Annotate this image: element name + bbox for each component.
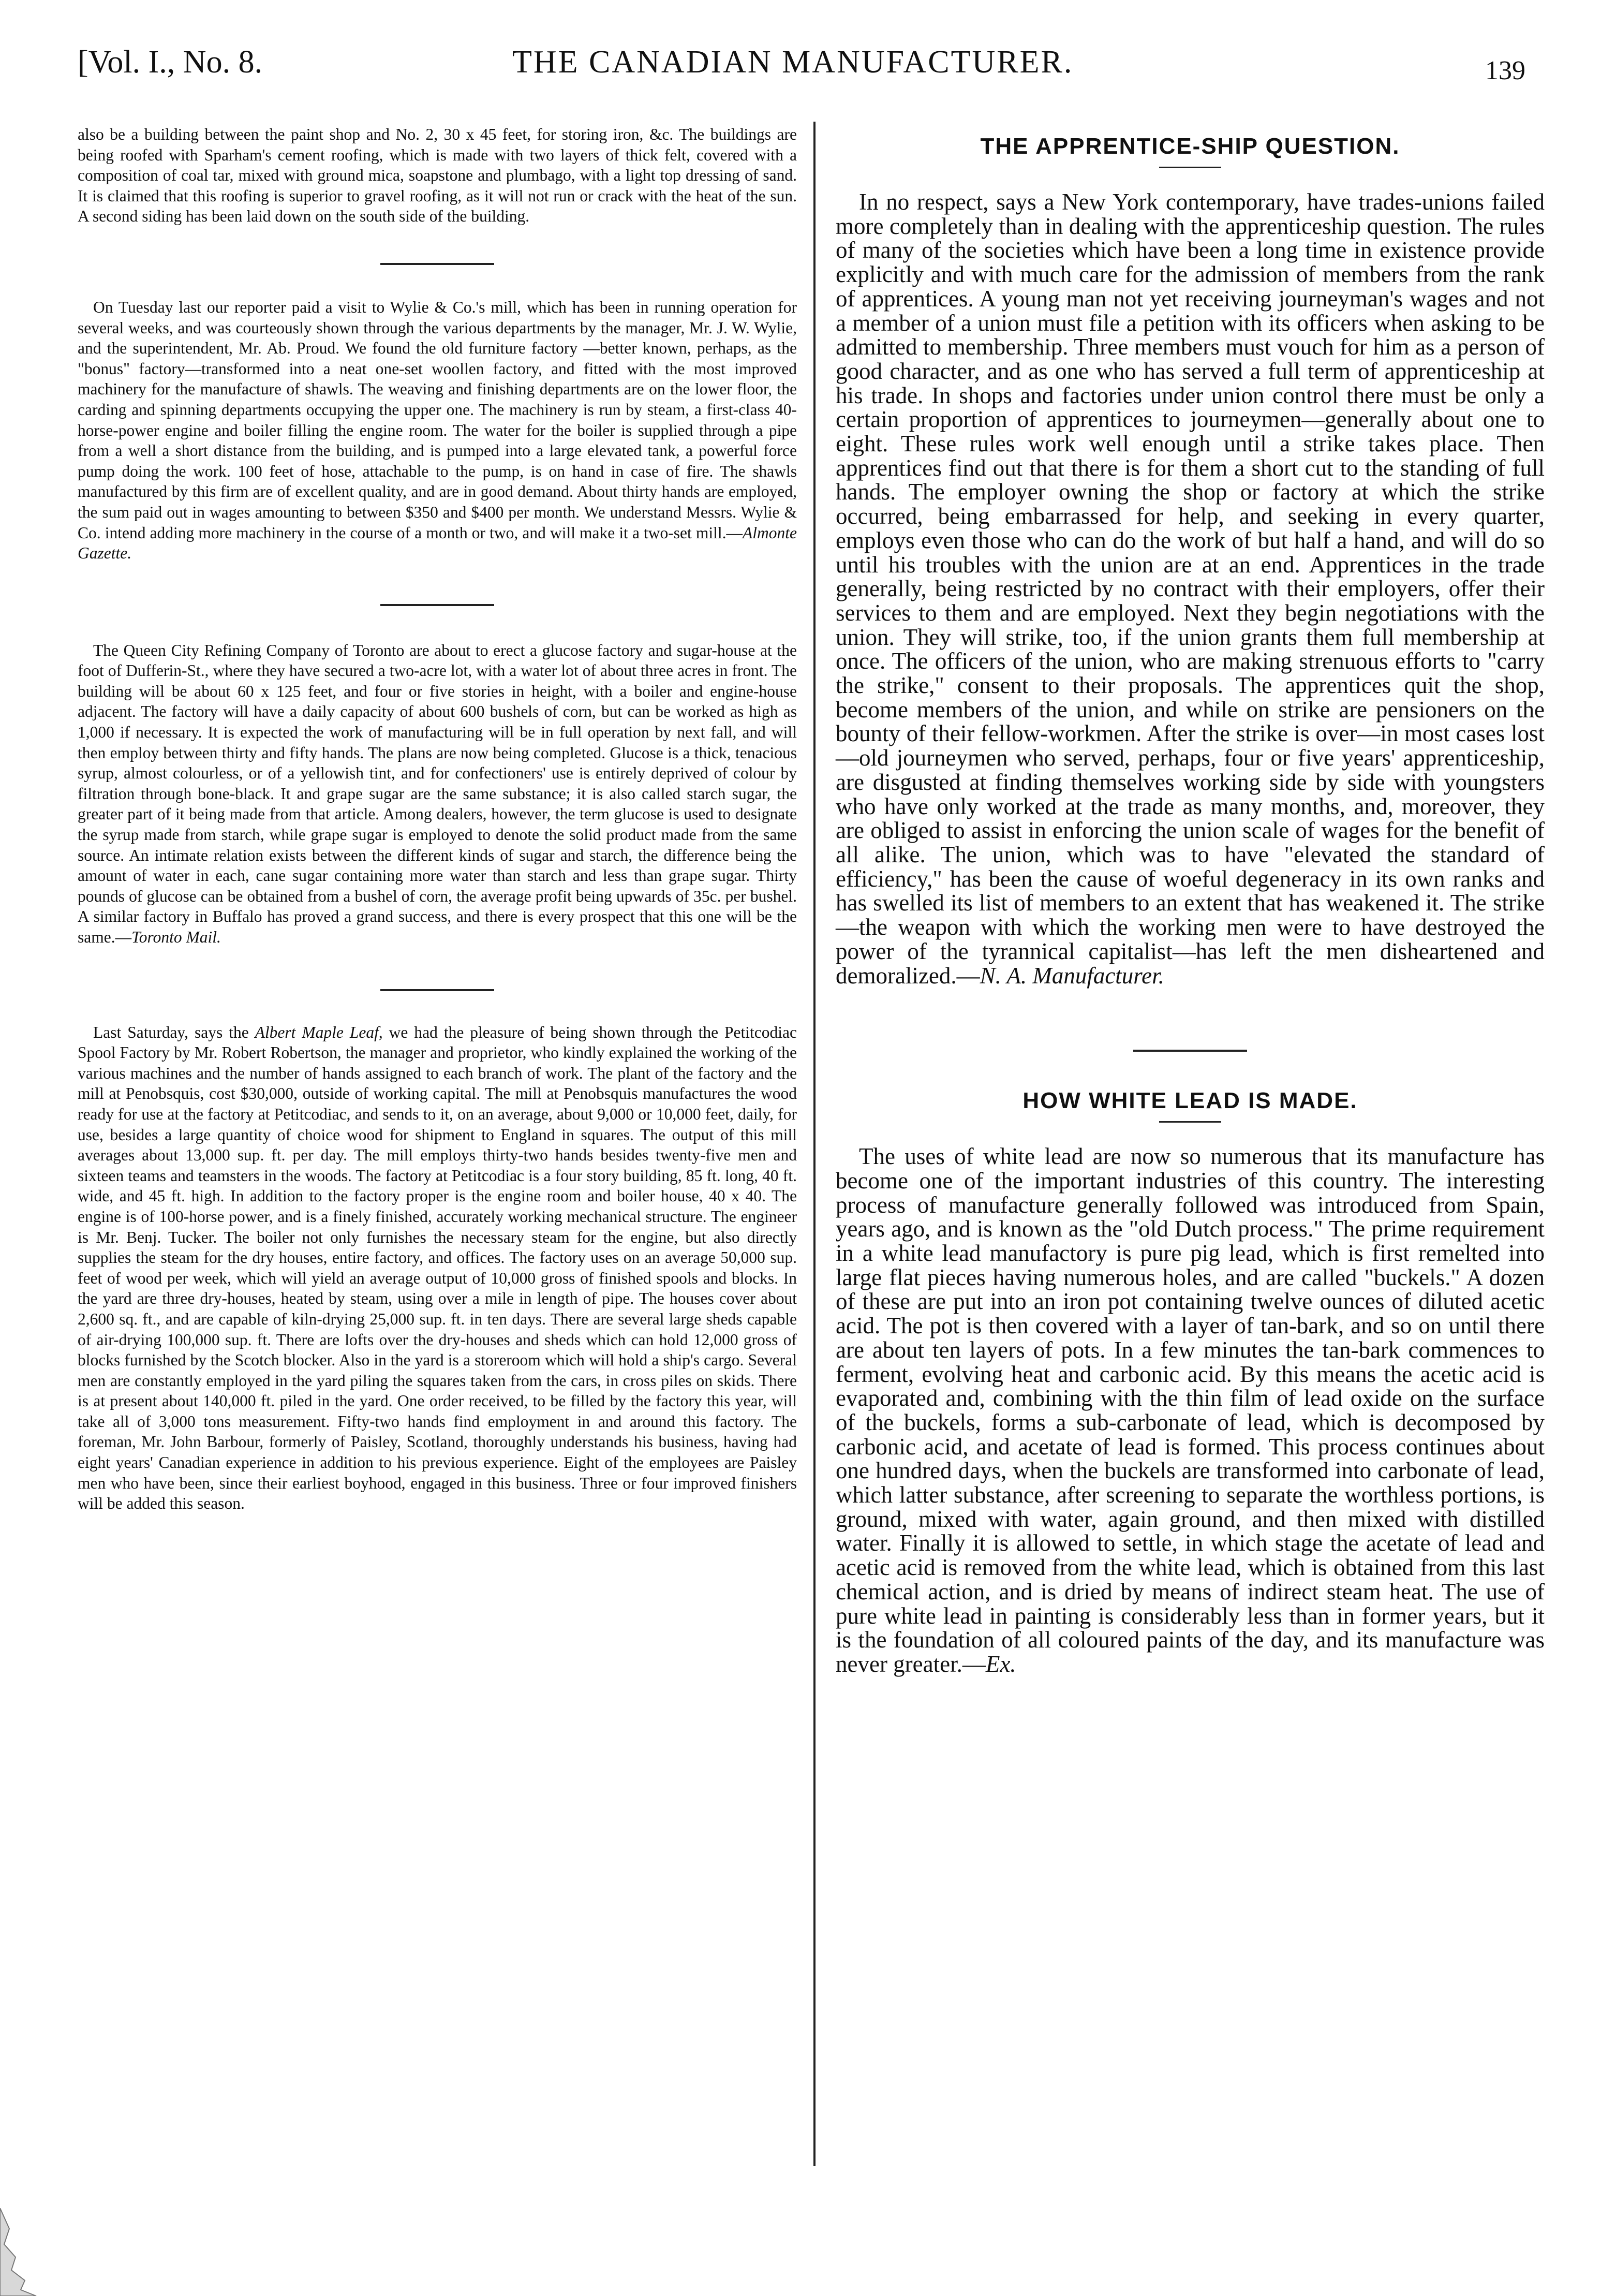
- article-white-lead: [836, 1144, 1545, 1676]
- volume-number: [Vol. I., No. 8.: [78, 45, 263, 80]
- article-spool-factory: [78, 1022, 797, 1514]
- article-separator: [380, 989, 494, 991]
- article-text: On Tuesday last our reporter paid a visit to Wylie & Co.'s mill, which has been in running operation for several weeks, and was courteously shown through the various departments by the manager, Mr. J. W. Wylie, and the superintendent, Mr. Ab. Proud. We found the old furniture factory —better known, perhaps, as the "bonus" factory—transformed into a neat one-set woollen factory, and fitted with the most improved machinery for the manufacture of shawls. The weaving and finishing departments are on the lower floor, the carding and spinning departments occupying the upper one. The machinery is run by steam, a first-class 40-horse-power engine and boiler filling the engine room. The water for the boiler is supplied through a pipe from a well a short distance from the building, and is pumped into a large elevated tank, a powerful force pump doing the work. 100 feet of hose, attachable to the pump, is on hand in case of fire. The shawls manufactured by this firm are of excellent quality, and are in good demand. About thirty hands are employed, the sum paid out in wages amounting to between $350 and $400 per month. We understand Messrs. Wylie & Co. intend adding more machinery in the course of a month or two, and will make it a two-set mill.—: [78, 298, 797, 542]
- article-heading: THE APPRENTICE-SHIP QUESTION.: [980, 134, 1400, 159]
- source-credit: Ex.: [985, 1651, 1016, 1677]
- source-credit: Albert Maple Leaf: [255, 1023, 379, 1041]
- heading-rule: [1159, 167, 1221, 168]
- article-separator: [380, 604, 494, 606]
- source-credit: Toronto Mail.: [131, 928, 221, 946]
- article-separator: [380, 263, 494, 265]
- right-column: [836, 124, 1545, 1676]
- article-text: Last Saturday, says the: [93, 1023, 255, 1041]
- heading-rule: [1159, 1121, 1221, 1123]
- article-text: The uses of white lead are now so numerous that its manufacture has become one of the important industries of this country. The interesting process of manufacture generally followed was introduced from Spain, years ago, and is known as the "old Dutch process." The prime requirement in a white lead manufactory is pure pig lead, which is first remelted into large flat pieces having numerous holes, and are called "buckels." A dozen of these are put into an iron pot containing twelve ounces of diluted acetic acid. The pot is then covered with a layer of tan-bark, and so on until there are about ten layers of pots. In a few minutes the tan-bark commences to ferment, evolving heat and carbonic acid. By this means the acetic acid is evaporated and, combining with the thin film of lead oxide on the surface of the buckels, forms a sub-carbonate of lead, which is decomposed by carbonic acid, and acetate of lead is formed. This process continues about one hundred days, when the buckels are transformed into carbonate of lead, which latter substance, after screening to separate the worthless portions, is ground, mixed with water, again ground, and then mixed with distilled water. Finally it is allowed to settle, in which stage the acetate of lead and acetic acid is removed from the white lead, which is obtained from this last chemical action, and is dried by means of indirect steam heat. The use of pure white lead in painting is considerably less than in former years, but it is the foundation of all coloured paints of the day, and its manufacture was never greater.—: [836, 1143, 1545, 1677]
- article-wylie-mill: [78, 297, 797, 564]
- article-text: , we had the pleasure of being shown through the Petitcodiac Spool Factory by Mr. Robert Robertson, the manager and proprietor, who kindly explained the working of the various machines and the number of hands assigned to each branch of work. The plant of the factory and the mill at Penobsquis, cost $30,000, outside of working capital. The mill at Penobsquis manufactures the wood ready for use at the factory at Petitcodiac, and sends to it, on an average, about 9,000 or 10,000 feet, daily, for use, besides a large quantity of choice wood for shipment to England in squares. The output of this mill averages about 13,000 sup. ft. per day. The mill employs thirty-two hands besides twenty-five men and sixteen teams and teamsters in the woods. The factory at Petitcodiac is a four story building, 85 ft. long, 40 ft. wide, and 45 ft. high. In addition to the factory proper is the engine room and boiler house, 40 x 40. The engine is of 100-horse power, and is a finely finished, accurately working mechanical structure. The engineer is Mr. Benj. Tucker. The boiler not only furnishes the necessary steam for the engine, but also directly supplies the steam for the dry houses, entire factory, and offices. The factory uses on an average 50,000 sup. feet of wood per week, which will yield an average output of 10,000 gross of finished spools and blocks. In the yard are three dry-houses, heated by steam, using over a mile in length of pipe. The houses cover about 2,600 sq. ft., and are capable of kiln-drying 25,000 sup. ft. in ten days. There are several large sheds capable of air-drying 100,000 sup. ft. There are lofts over the dry-houses and sheds which can hold 12,000 gross of blocks furnished by the Scotch blocker. Also in the yard is a storeroom which will hold a ship's cargo. Several men are constantly employed in the yard piling the squares taken from the cars, in cross piles on skids. There is at present about 140,000 ft. piled in the yard. One order received, to be filled by the factory this year, will take all of 3,000 tons measurement. Fifty-two hands find employment in and around this factory. The foreman, Mr. John Barbour, formerly of Paisley, Scotland, thoroughly understands his business, having had eight years' Canadian experience in addition to his previous experience. Eight of the employees are Paisley men who have been, since their earliest boyhood, engaged in this business. Three or four improved finishers will be added this season.: [78, 1023, 797, 1513]
- article-separator: [1133, 1050, 1247, 1052]
- article-glucose-factory: [78, 640, 797, 948]
- article-text: The Queen City Refining Company of Toronto are about to erect a glucose factory and sugar-house at the foot of Dufferin-St., where they have secured a two-acre lot, with a water lot of about three acres in front. The building will be about 60 x 125 feet, and four or five stories in height, with a boiler and engine-house adjacent. The factory will have a daily capacity of about 600 bushels of corn, but can be worked as high as 1,000 if necessary. It is expected the work of manufacturing will be in full operation by next fall, and will then employ between thirty and fifty hands. The plans are now being completed. Glucose is a thick, tenacious syrup, almost colourless, or of a yellowish tint, and for confectioners' use is entirely deprived of colour by filtration through bone-black. It and grape sugar are the same substance; it is also called starch sugar, the greater part of it being made from that article. Among dealers, however, the term glucose is used to designate the syrup made from starch, while grape sugar is employed to denote the solid product made from the same source. An intimate relation exists between the different kinds of sugar and starch, the difference being the amount of water in each, cane sugar containing more water than starch and less than grape sugar. Thirty pounds of glucose can be obtained from a bushel of corn, the average profit being upwards of 35c. per bushel. A similar factory in Buffalo has proved a grand success, and there is every prospect that this one will be the same.—: [78, 641, 797, 946]
- source-credit: Almonte Gazette.: [78, 523, 797, 563]
- column-divider: [813, 122, 816, 2166]
- page-corner-damage: [0, 2208, 57, 2296]
- left-column: [78, 124, 797, 1514]
- article-roofing-continued: also be a building between the paint shop and No. 2, 30 x 45 feet, for storing iron, &c. The buildings are being roofed with Sparham's cement roofing, which is made with two layers of thick felt, covered with a composition of coal tar, mixed with ground mica, soapstone and plumbago, with a light top dressing of sand. It is claimed that this roofing is superior to gravel roofing, as it will not run or crack with the heat of the sun. A second siding has been laid down on the south side of the building.: [78, 125, 797, 226]
- page-header: [78, 44, 1552, 101]
- publication-title: THE CANADIAN MANUFACTURER.: [512, 45, 1074, 80]
- source-credit: N. A. Manufacturer.: [980, 962, 1164, 989]
- article-apprenticeship: [836, 190, 1545, 988]
- page-number: 139: [1485, 56, 1525, 85]
- article-text: In no respect, says a New York contemporary, have trades-unions failed more completely than in dealing with the apprenticeship question. The rules of many of the societies which have been a long time in existence provide explicitly and with much care for the admission of members from the rank of apprentices. A young man not yet receiving journeyman's wages and not a member of a union must file a petition with its officers when asking to be admitted to membership. Three members must vouch for him as a person of good character, and as one who has served a full term of apprenticeship at his trade. In shops and factories under union control there must be only a certain proportion of apprentices to journeymen—generally about one to eight. These rules work well enough until a strike takes place. Then apprentices find out that there is for them a short cut to the standing of full hands. The employer owning the shop or factory at which the strike occurred, being embarrassed for help, and seeking in every quarter, employs even those who can do the work of but half a hand, and will do so until his troubles with the union are at an end. Apprentices in the trade generally, being restricted by no contract with their employers, offer their services to them and are employed. Next they begin negotiations with the union. They will strike, too, if the union grants them full membership at once. The officers of the union, who are making strenuous efforts to "carry the strike," consent to their proposals. The apprentices quit the shop, become members of the union, and while on strike are pensioners on the bounty of their fellow-workmen. After the strike is over—in most cases lost—old journeymen who served, perhaps, four or five years' apprenticeship, are disgusted at finding themselves working side by side with youngsters who have only worked at the trade as many months, and, moreover, they are obliged to assist in enforcing the union scale of wages for the benefit of all alike. The union, which was to have "elevated the standard of efficiency," has been the cause of woeful degeneracy in its own ranks and has swelled its list of members to an extent that has weakened it. The strike—the weapon with which the working men were to have destroyed the power of the tyrannical capitalist—has left the men disheartened and demoralized.—: [836, 189, 1545, 989]
- article-heading: HOW WHITE LEAD IS MADE.: [1022, 1088, 1358, 1114]
